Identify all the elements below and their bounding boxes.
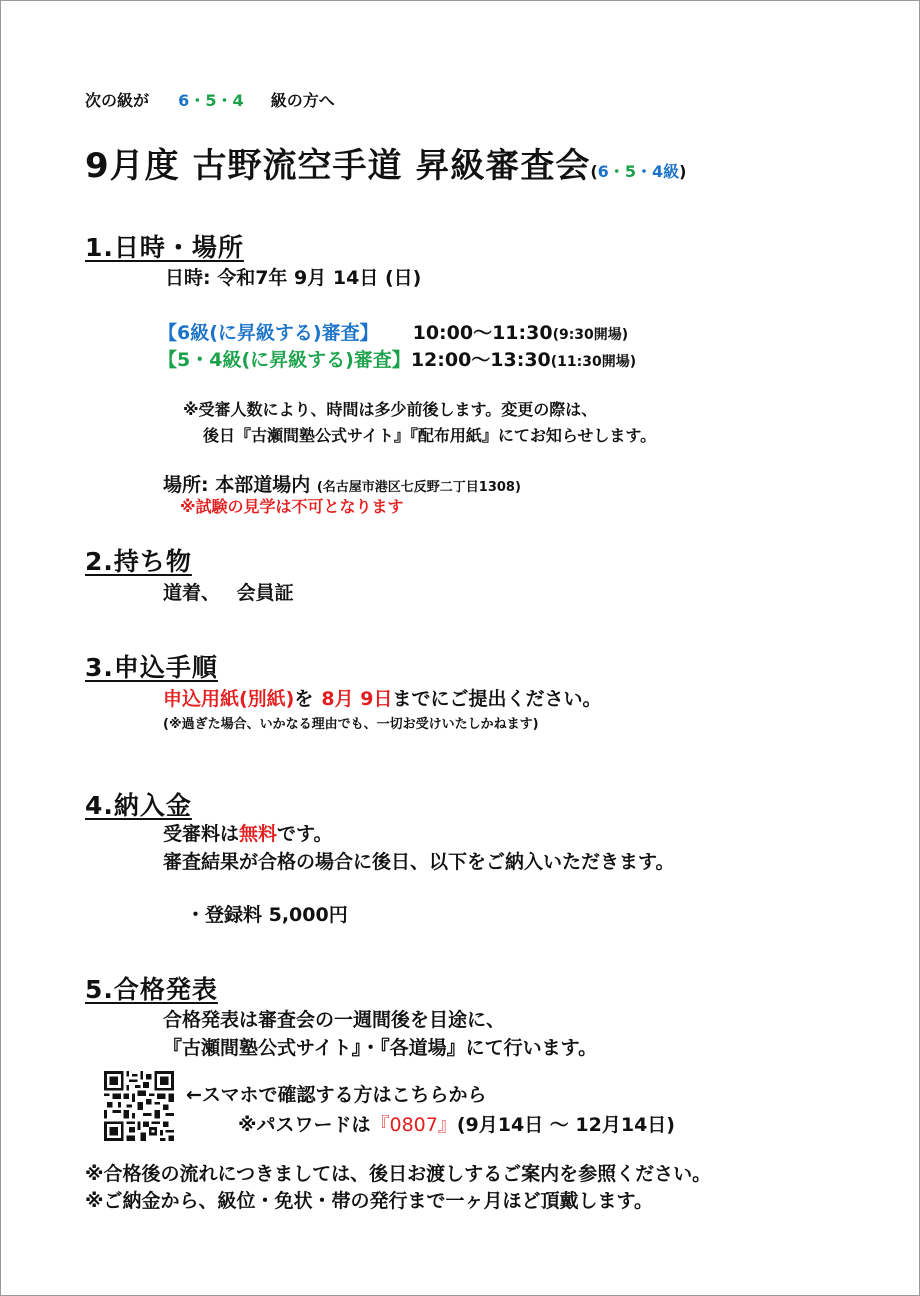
time-note-1: ※受審人数により、時間は多少前後します。変更の際は、 — [183, 400, 598, 419]
footer-note-2: ※ご納金から、級位・免状・帯の発行まで一ヶ月ほど頂戴します。 — [85, 1190, 653, 1212]
section-1-heading: 1.日時・場所 — [85, 233, 244, 262]
slot-2 — [158, 345, 636, 372]
slot-2-time: 12:00〜13:30 — [410, 349, 551, 371]
intro-grade-4: 4 — [232, 91, 244, 110]
place — [163, 470, 521, 497]
apply-deadline: 8月 9日 — [321, 688, 393, 710]
place-label: 場所: 本部道場内 — [163, 474, 311, 496]
intro-grade-6: 6 — [178, 91, 190, 110]
password-value: 『0807』 — [370, 1114, 457, 1136]
apply-instruction: 申込用紙(別紙)を 8月 9日までにご提出ください。 — [163, 688, 602, 710]
title-main: 9月度 古野流空手道 昇級審査会 — [85, 146, 591, 186]
slot-1 — [158, 318, 628, 345]
result-line-2: 『古瀬間塾公式サイト』・『各道場』にて行います。 — [163, 1037, 598, 1059]
result-line-1: 合格発表は審査会の一週間後を目途に、 — [163, 1009, 506, 1031]
slot-1-label: 【6級(に昇級する)審査】 — [158, 322, 379, 344]
intro-suffix: 級の方へ — [270, 91, 335, 110]
fee-after-pass: 審査結果が合格の場合に後日、以下をご納入いただきます。 — [163, 851, 675, 873]
intro-dot-1: ・ — [189, 91, 206, 110]
intro-grade-5: 5 — [205, 91, 217, 110]
apply-note: (※過ぎた場合、いかなる理由でも、一切お受けいたしかねます) — [163, 717, 539, 732]
qr-instruction: ←スマホで確認する方はこちらから — [186, 1084, 487, 1106]
intro-line — [85, 88, 335, 111]
registration-fee: ・登録料 5,000円 — [186, 904, 348, 926]
password-line: ※パスワードは『0807』(9月14日 〜 12月14日) — [238, 1114, 675, 1136]
section-3-heading: 3.申込手順 — [85, 653, 218, 682]
slot-1-time: 10:00〜11:30 — [412, 322, 553, 344]
password-period: (9月14日 〜 12月14日) — [456, 1114, 675, 1136]
intro-dot-2: ・ — [216, 91, 233, 110]
place-address: (名古屋市港区七反野二丁目1308) — [316, 480, 521, 495]
section-4-heading: 4.納入金 — [85, 791, 192, 820]
items-list: 道着、 会員証 — [163, 582, 294, 604]
exam-date: 日時: 令和7年 9月 14日 (日) — [165, 267, 422, 289]
slot-2-open: (11:30開場) — [550, 354, 637, 370]
no-visit-note: ※試験の見学は不可となります — [180, 497, 404, 516]
intro-prefix: 次の級が — [85, 91, 150, 110]
exam-fee: 受審料は無料です。 — [163, 823, 333, 845]
title-grades: (6・5・4級) — [590, 162, 687, 181]
page-title — [85, 138, 686, 187]
apply-form: 申込用紙(別紙) — [163, 688, 295, 710]
section-5-heading: 5.合格発表 — [85, 975, 218, 1004]
fee-free: 無料 — [239, 823, 278, 845]
time-note-2: 後日『古瀬間塾公式サイト』『配布用紙』にてお知らせします。 — [203, 426, 657, 445]
slot-1-open: (9:30開場) — [552, 327, 629, 343]
qr-code-icon[interactable] — [104, 1071, 174, 1141]
section-2-heading: 2.持ち物 — [85, 547, 192, 576]
footer-note-1: ※合格後の流れにつきましては、後日お渡しするご案内を参照ください。 — [85, 1163, 712, 1185]
slot-2-label: 【5・4級(に昇級する)審査】 — [158, 349, 411, 371]
